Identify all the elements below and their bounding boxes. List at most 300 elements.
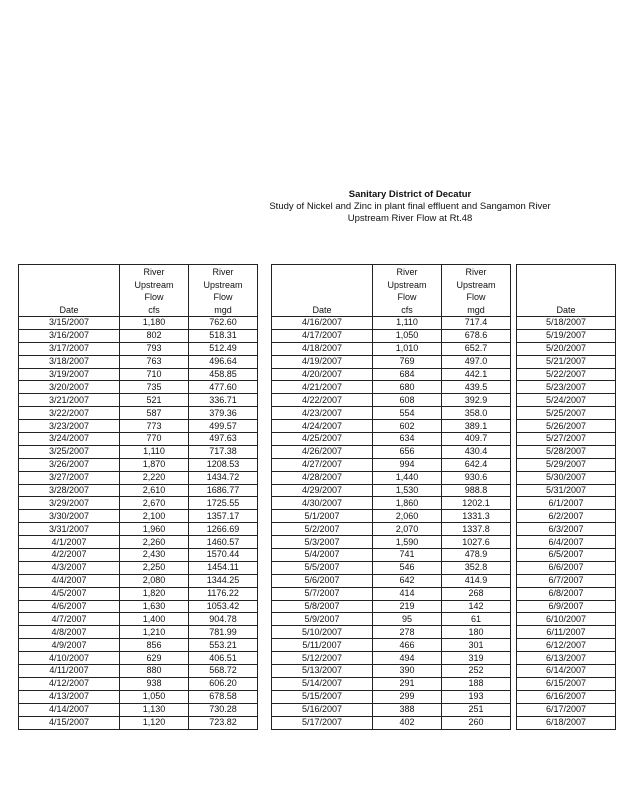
cell-date: 5/27/2007 — [517, 433, 616, 446]
cell-flow-mgd: 352.8 — [442, 561, 511, 574]
table-row — [517, 420, 616, 433]
cell-flow-cfs: 1,530 — [373, 484, 442, 497]
cell-flow-mgd: 512.49 — [189, 342, 258, 355]
cell-flow-mgd: 723.82 — [189, 716, 258, 729]
cell-flow-mgd: 188 — [442, 677, 511, 690]
cell-flow-cfs: 1,050 — [373, 329, 442, 342]
cell-date: 5/28/2007 — [517, 445, 616, 458]
table-row — [19, 342, 258, 355]
cell-flow-mgd: 336.71 — [189, 394, 258, 407]
cell-date: 6/11/2007 — [517, 626, 616, 639]
table-row — [19, 407, 258, 420]
cell-flow-mgd: 268 — [442, 587, 511, 600]
table-row — [19, 381, 258, 394]
cell-flow-mgd: 678.58 — [189, 690, 258, 703]
cell-flow-mgd: 1357.17 — [189, 510, 258, 523]
table-row — [272, 510, 511, 523]
cell-date: 3/21/2007 — [19, 394, 120, 407]
cell-flow-cfs: 680 — [373, 381, 442, 394]
cell-flow-mgd: 1570.44 — [189, 549, 258, 562]
cell-flow-cfs: 1,400 — [120, 613, 189, 626]
table-row — [517, 703, 616, 716]
cell-date: 6/2/2007 — [517, 510, 616, 523]
table-row — [517, 587, 616, 600]
table-row — [517, 471, 616, 484]
cell-flow-mgd: 458.85 — [189, 368, 258, 381]
cell-flow-cfs: 1,440 — [373, 471, 442, 484]
cell-flow-mgd: 1266.69 — [189, 523, 258, 536]
cell-flow-mgd: 61 — [442, 613, 511, 626]
cell-flow-mgd: 477.60 — [189, 381, 258, 394]
cell-date: 5/21/2007 — [517, 355, 616, 368]
cell-flow-cfs: 1,130 — [120, 703, 189, 716]
column-header-date: Date — [517, 265, 616, 317]
cell-date: 5/2/2007 — [272, 523, 373, 536]
cell-flow-mgd: 1725.55 — [189, 497, 258, 510]
cell-flow-cfs: 938 — [120, 677, 189, 690]
table-row — [517, 652, 616, 665]
table-row — [272, 433, 511, 446]
cell-date: 3/28/2007 — [19, 484, 120, 497]
table-row — [272, 574, 511, 587]
table-row — [517, 677, 616, 690]
cell-date: 5/31/2007 — [517, 484, 616, 497]
table-row — [517, 433, 616, 446]
cell-flow-cfs: 1,210 — [120, 626, 189, 639]
cell-date: 5/26/2007 — [517, 420, 616, 433]
cell-flow-mgd: 1053.42 — [189, 600, 258, 613]
table-row — [517, 574, 616, 587]
table-row — [19, 317, 258, 330]
table-row — [517, 407, 616, 420]
cell-flow-cfs: 402 — [373, 716, 442, 729]
cell-date: 6/9/2007 — [517, 600, 616, 613]
cell-date: 6/17/2007 — [517, 703, 616, 716]
cell-flow-cfs: 2,430 — [120, 549, 189, 562]
cell-flow-cfs: 1,820 — [120, 587, 189, 600]
cell-date: 4/14/2007 — [19, 703, 120, 716]
table-row — [272, 626, 511, 639]
table-row — [19, 587, 258, 600]
cell-flow-cfs: 763 — [120, 355, 189, 368]
cell-date: 4/12/2007 — [19, 677, 120, 690]
cell-date: 6/12/2007 — [517, 639, 616, 652]
cell-flow-mgd: 439.5 — [442, 381, 511, 394]
cell-date: 3/15/2007 — [19, 317, 120, 330]
cell-flow-cfs: 466 — [373, 639, 442, 652]
cell-flow-mgd: 392.9 — [442, 394, 511, 407]
cell-flow-mgd: 1460.57 — [189, 536, 258, 549]
cell-date: 4/15/2007 — [19, 716, 120, 729]
cell-flow-cfs: 629 — [120, 652, 189, 665]
cell-date: 4/7/2007 — [19, 613, 120, 626]
table-row — [517, 613, 616, 626]
cell-date: 6/1/2007 — [517, 497, 616, 510]
table-row — [272, 394, 511, 407]
flow-table-right — [516, 264, 616, 730]
cell-flow-mgd: 1176.22 — [189, 587, 258, 600]
cell-date: 3/22/2007 — [19, 407, 120, 420]
cell-date: 5/25/2007 — [517, 407, 616, 420]
table-row — [272, 355, 511, 368]
cell-flow-cfs: 587 — [120, 407, 189, 420]
cell-flow-cfs: 546 — [373, 561, 442, 574]
cell-flow-mgd: 678.6 — [442, 329, 511, 342]
cell-date: 5/3/2007 — [272, 536, 373, 549]
cell-flow-cfs: 856 — [120, 639, 189, 652]
cell-flow-mgd: 1331.3 — [442, 510, 511, 523]
table-row — [517, 497, 616, 510]
cell-date: 6/14/2007 — [517, 665, 616, 678]
cell-flow-cfs: 1,630 — [120, 600, 189, 613]
cell-date: 4/16/2007 — [272, 317, 373, 330]
flow-table-middle — [271, 264, 511, 730]
table-row — [272, 497, 511, 510]
cell-date: 4/1/2007 — [19, 536, 120, 549]
table-row — [19, 355, 258, 368]
cell-date: 5/24/2007 — [517, 394, 616, 407]
table-row — [19, 574, 258, 587]
cell-date: 6/8/2007 — [517, 587, 616, 600]
cell-date: 3/23/2007 — [19, 420, 120, 433]
table-row — [517, 665, 616, 678]
cell-flow-cfs: 802 — [120, 329, 189, 342]
cell-date: 3/29/2007 — [19, 497, 120, 510]
cell-flow-mgd: 781.99 — [189, 626, 258, 639]
column-header-cfs — [373, 265, 442, 317]
table-row — [272, 600, 511, 613]
cell-date: 5/6/2007 — [272, 574, 373, 587]
cell-date: 4/21/2007 — [272, 381, 373, 394]
table-row — [517, 523, 616, 536]
cell-date: 4/22/2007 — [272, 394, 373, 407]
cell-flow-cfs: 2,220 — [120, 471, 189, 484]
table-row — [19, 652, 258, 665]
cell-date: 5/17/2007 — [272, 716, 373, 729]
table-row — [517, 549, 616, 562]
cell-date: 3/16/2007 — [19, 329, 120, 342]
table-header-row — [517, 265, 616, 317]
cell-flow-cfs: 1,860 — [373, 497, 442, 510]
cell-date: 6/3/2007 — [517, 523, 616, 536]
table-row — [272, 329, 511, 342]
table-row — [19, 420, 258, 433]
cell-flow-cfs: 278 — [373, 626, 442, 639]
table-row — [19, 471, 258, 484]
table-row — [19, 690, 258, 703]
table-row — [19, 484, 258, 497]
cell-flow-cfs: 634 — [373, 433, 442, 446]
table-row — [517, 355, 616, 368]
table-row — [517, 600, 616, 613]
table-row — [517, 716, 616, 729]
cell-flow-cfs: 602 — [373, 420, 442, 433]
cell-flow-cfs: 773 — [120, 420, 189, 433]
cell-date: 5/11/2007 — [272, 639, 373, 652]
table-row — [272, 381, 511, 394]
cell-flow-cfs: 769 — [373, 355, 442, 368]
cell-date: 5/15/2007 — [272, 690, 373, 703]
table-row — [517, 561, 616, 574]
cell-flow-cfs: 2,260 — [120, 536, 189, 549]
cell-flow-cfs: 793 — [120, 342, 189, 355]
cell-flow-mgd: 1027.6 — [442, 536, 511, 549]
cell-date: 4/3/2007 — [19, 561, 120, 574]
cell-date: 5/1/2007 — [272, 510, 373, 523]
cell-date: 4/23/2007 — [272, 407, 373, 420]
cell-flow-cfs: 642 — [373, 574, 442, 587]
cell-date: 4/17/2007 — [272, 329, 373, 342]
table-row — [272, 703, 511, 716]
table-row — [19, 665, 258, 678]
table-row — [272, 677, 511, 690]
cell-flow-cfs: 656 — [373, 445, 442, 458]
table-row — [517, 329, 616, 342]
header-line: Upstream — [203, 279, 243, 290]
header-line: cfs — [148, 304, 160, 315]
table-row — [19, 549, 258, 562]
cell-date: 6/18/2007 — [517, 716, 616, 729]
table-row — [517, 639, 616, 652]
table-row — [272, 368, 511, 381]
cell-date: 6/5/2007 — [517, 549, 616, 562]
table-row — [272, 407, 511, 420]
cell-date: 3/30/2007 — [19, 510, 120, 523]
cell-date: 4/24/2007 — [272, 420, 373, 433]
table-row — [272, 665, 511, 678]
cell-flow-mgd: 193 — [442, 690, 511, 703]
table-row — [19, 433, 258, 446]
table-row — [272, 342, 511, 355]
table-row — [272, 458, 511, 471]
table-row — [272, 484, 511, 497]
cell-flow-cfs: 1,870 — [120, 458, 189, 471]
table-row — [272, 690, 511, 703]
cell-date: 5/30/2007 — [517, 471, 616, 484]
cell-flow-cfs: 494 — [373, 652, 442, 665]
cell-date: 5/8/2007 — [272, 600, 373, 613]
cell-flow-mgd: 251 — [442, 703, 511, 716]
cell-date: 3/19/2007 — [19, 368, 120, 381]
cell-flow-mgd: 652.7 — [442, 342, 511, 355]
header-line: Flow — [466, 292, 486, 302]
cell-date: 4/20/2007 — [272, 368, 373, 381]
cell-flow-mgd: 180 — [442, 626, 511, 639]
cell-date: 6/4/2007 — [517, 536, 616, 549]
cell-flow-cfs: 2,080 — [120, 574, 189, 587]
cell-flow-mgd: 1208.53 — [189, 458, 258, 471]
cell-date: 3/31/2007 — [19, 523, 120, 536]
cell-date: 4/27/2007 — [272, 458, 373, 471]
table-body — [517, 317, 616, 730]
cell-flow-cfs: 299 — [373, 690, 442, 703]
table-row — [19, 497, 258, 510]
cell-flow-mgd: 642.4 — [442, 458, 511, 471]
cell-flow-mgd: 518.31 — [189, 329, 258, 342]
table-row — [19, 626, 258, 639]
cell-flow-cfs: 521 — [120, 394, 189, 407]
cell-flow-cfs: 880 — [120, 665, 189, 678]
header-line: Flow — [144, 292, 164, 302]
table-row — [19, 677, 258, 690]
cell-flow-mgd: 389.1 — [442, 420, 511, 433]
table-row — [517, 626, 616, 639]
cell-flow-cfs: 608 — [373, 394, 442, 407]
cell-flow-mgd: 301 — [442, 639, 511, 652]
cell-date: 6/16/2007 — [517, 690, 616, 703]
table-row — [272, 471, 511, 484]
cell-flow-mgd: 379.36 — [189, 407, 258, 420]
table-row — [517, 484, 616, 497]
report-title: Sanitary District of Decatur — [348, 189, 472, 200]
cell-date: 5/19/2007 — [517, 329, 616, 342]
cell-flow-mgd: 717.38 — [189, 445, 258, 458]
cell-date: 3/26/2007 — [19, 458, 120, 471]
cell-date: 4/18/2007 — [272, 342, 373, 355]
header-line: cfs — [401, 304, 413, 315]
cell-flow-cfs: 2,100 — [120, 510, 189, 523]
cell-date: 3/27/2007 — [19, 471, 120, 484]
cell-flow-cfs: 388 — [373, 703, 442, 716]
table-body — [19, 317, 258, 730]
table-row — [19, 613, 258, 626]
cell-date: 4/28/2007 — [272, 471, 373, 484]
cell-flow-cfs: 2,070 — [373, 523, 442, 536]
report-subtitle: Study of Nickel and Zinc in plant final effluent and Sangamon River — [269, 201, 551, 212]
cell-flow-mgd: 409.7 — [442, 433, 511, 446]
cell-date: 3/17/2007 — [19, 342, 120, 355]
table-row — [517, 394, 616, 407]
table-row — [272, 523, 511, 536]
cell-date: 6/13/2007 — [517, 652, 616, 665]
cell-flow-cfs: 1,110 — [373, 317, 442, 330]
cell-flow-cfs: 554 — [373, 407, 442, 420]
column-header-date: Date — [272, 265, 373, 317]
header-line: River — [465, 267, 487, 277]
table-row — [19, 458, 258, 471]
cell-flow-cfs: 2,610 — [120, 484, 189, 497]
cell-flow-cfs: 735 — [120, 381, 189, 394]
cell-date: 4/10/2007 — [19, 652, 120, 665]
cell-date: 4/4/2007 — [19, 574, 120, 587]
cell-flow-cfs: 390 — [373, 665, 442, 678]
cell-flow-mgd: 730.28 — [189, 703, 258, 716]
cell-date: 6/6/2007 — [517, 561, 616, 574]
cell-date: 3/18/2007 — [19, 355, 120, 368]
cell-flow-cfs: 1,180 — [120, 317, 189, 330]
table-row — [272, 587, 511, 600]
cell-flow-cfs: 291 — [373, 677, 442, 690]
cell-date: 4/2/2007 — [19, 549, 120, 562]
cell-date: 5/29/2007 — [517, 458, 616, 471]
table-row — [272, 536, 511, 549]
cell-flow-cfs: 1,010 — [373, 342, 442, 355]
cell-date: 6/10/2007 — [517, 613, 616, 626]
report-header — [260, 189, 560, 225]
column-header-cfs — [120, 265, 189, 317]
cell-flow-mgd: 496.64 — [189, 355, 258, 368]
table-row — [19, 445, 258, 458]
table-row — [19, 510, 258, 523]
table-row — [517, 445, 616, 458]
cell-flow-cfs: 1,960 — [120, 523, 189, 536]
cell-date: 4/5/2007 — [19, 587, 120, 600]
cell-flow-mgd: 1686.77 — [189, 484, 258, 497]
cell-date: 4/8/2007 — [19, 626, 120, 639]
cell-date: 6/7/2007 — [517, 574, 616, 587]
table-row — [19, 600, 258, 613]
cell-flow-cfs: 710 — [120, 368, 189, 381]
header-line: mgd — [214, 304, 232, 315]
table-body — [272, 317, 511, 730]
cell-flow-mgd: 568.72 — [189, 665, 258, 678]
cell-flow-cfs: 414 — [373, 587, 442, 600]
cell-flow-mgd: 414.9 — [442, 574, 511, 587]
cell-date: 5/14/2007 — [272, 677, 373, 690]
cell-flow-mgd: 1434.72 — [189, 471, 258, 484]
cell-flow-cfs: 741 — [373, 549, 442, 562]
table-row — [272, 652, 511, 665]
header-line: Flow — [397, 292, 417, 302]
cell-date: 4/26/2007 — [272, 445, 373, 458]
cell-date: 4/9/2007 — [19, 639, 120, 652]
cell-flow-mgd: 430.4 — [442, 445, 511, 458]
cell-flow-mgd: 762.60 — [189, 317, 258, 330]
cell-date: 4/29/2007 — [272, 484, 373, 497]
cell-flow-mgd: 1202.1 — [442, 497, 511, 510]
report-subtitle-2: Upstream River Flow at Rt.48 — [347, 213, 473, 224]
cell-flow-cfs: 684 — [373, 368, 442, 381]
table-row — [272, 561, 511, 574]
table-row — [272, 420, 511, 433]
cell-flow-mgd: 988.8 — [442, 484, 511, 497]
cell-date: 5/18/2007 — [517, 317, 616, 330]
cell-flow-mgd: 260 — [442, 716, 511, 729]
cell-date: 4/25/2007 — [272, 433, 373, 446]
cell-flow-mgd: 717.4 — [442, 317, 511, 330]
cell-flow-mgd: 1454.11 — [189, 561, 258, 574]
cell-flow-mgd: 553.21 — [189, 639, 258, 652]
cell-flow-mgd: 1337.8 — [442, 523, 511, 536]
cell-date: 5/7/2007 — [272, 587, 373, 600]
table-row — [517, 458, 616, 471]
header-line: Upstream — [134, 279, 174, 290]
table-row — [272, 613, 511, 626]
cell-date: 4/13/2007 — [19, 690, 120, 703]
cell-flow-mgd: 497.63 — [189, 433, 258, 446]
cell-date: 3/24/2007 — [19, 433, 120, 446]
header-line: River — [143, 267, 165, 277]
cell-flow-mgd: 499.57 — [189, 420, 258, 433]
cell-date: 5/20/2007 — [517, 342, 616, 355]
table-row — [19, 703, 258, 716]
cell-date: 3/25/2007 — [19, 445, 120, 458]
table-row — [517, 536, 616, 549]
cell-flow-mgd: 930.6 — [442, 471, 511, 484]
column-header-date: Date — [19, 265, 120, 317]
cell-date: 4/19/2007 — [272, 355, 373, 368]
table-row — [19, 523, 258, 536]
cell-flow-cfs: 1,120 — [120, 716, 189, 729]
cell-flow-cfs: 219 — [373, 600, 442, 613]
cell-flow-cfs: 2,060 — [373, 510, 442, 523]
cell-date: 3/20/2007 — [19, 381, 120, 394]
cell-date: 5/23/2007 — [517, 381, 616, 394]
table-row — [517, 690, 616, 703]
cell-flow-cfs: 95 — [373, 613, 442, 626]
cell-date: 5/4/2007 — [272, 549, 373, 562]
cell-date: 4/30/2007 — [272, 497, 373, 510]
